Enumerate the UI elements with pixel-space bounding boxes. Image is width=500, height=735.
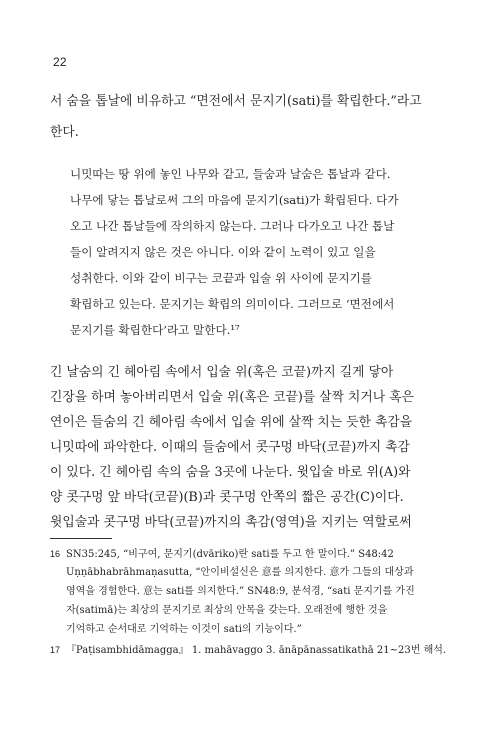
footnote-16 [50, 547, 460, 562]
quote-line: 나무에 닿는 톱날로써 그의 마음에 문지기(sati)가 확립된다. 다가 [70, 193, 399, 207]
footnote-divider [50, 538, 112, 539]
text-line: 윗입술과 콧구멍 바닥(코끝)까지의 촉감(영역)을 지키는 역할로써 [50, 515, 412, 530]
text-line: 서 숨을 톱날에 비유하고 “면전에서 문지기(sati)를 확립한다.”라고 [50, 94, 422, 109]
footnote-17 [50, 643, 460, 658]
text-line: 양 콧구멍 앞 바닥(코끝)(B)과 콧구멍 안쪽의 짧은 공간(C)이다. [50, 490, 404, 505]
quote-line: 확립하고 있는다. 문지기는 확립의 의미이다. 그러므로 ‘면전에서 [70, 297, 395, 311]
footnote-text: Uṇṇābhabrāhmaṇasutta, “안이비설신은 意를 의지한다. 意가 그들의 대상과 [66, 567, 414, 578]
footnote-line [50, 604, 460, 618]
footnote-number: 17 [50, 645, 61, 655]
quote-line: 문지기를 확립한다’라고 말한다.¹⁷ [70, 323, 240, 337]
footnote-number: 16 [50, 549, 61, 559]
footnote-text: 영역을 경험한다. 意는 sati를 의지한다.” SN48:9, 분석경, “sati 문지기를 가진 [66, 586, 415, 597]
footnote-line [50, 566, 460, 580]
quote-line: 오고 나간 톱날들에 작의하지 않는다. 그러나 다가오고 나간 톱날 [70, 219, 395, 233]
footnote-line [50, 623, 460, 637]
text-line: 한다. [50, 125, 79, 140]
page-number: 22 [53, 55, 67, 69]
footnote-line [50, 585, 460, 599]
quote-line: 들이 알려지지 않은 것은 아니다. 이와 같이 노력이 있고 일을 [70, 245, 376, 259]
footnote-text: 『Paṭisambhidāmagga』 1. mahāvaggo 3. ānāpānassatikathā 21~23번 해석. [66, 645, 447, 656]
text-line: 연이은 들숨의 긴 헤아림 속에서 입술 위에 살짝 치는 듯한 촉감을 [50, 415, 413, 430]
text-line: 긴 날숨의 긴 헤아림 속에서 입술 위(혹은 코끝)까지 길게 닿아 [50, 365, 394, 380]
text-line: 긴장을 하며 놓아버리면서 입술 위(혹은 코끝)를 살짝 치거나 혹은 [50, 390, 414, 405]
text-line: 이 있다. 긴 헤아림 속의 숨을 3곳에 나눈다. 윗입술 바로 위(A)와 [50, 465, 411, 480]
quote-line: 성취한다. 이와 같이 비구는 코끝과 입술 위 사이에 문지기를 [70, 271, 372, 285]
footnote-text: 자(satimā)는 최상의 문지기로 최상의 안목을 갖는다. 오래전에 행한 것을 [66, 605, 388, 616]
footnote-text: SN35:245, “비구여, 문지기(dvāriko)란 sati를 두고 한 말이다.” S48:42 [66, 549, 394, 560]
quote-line: 니밋따는 땅 위에 놓인 나무와 같고, 들숨과 날숨은 톱날과 같다. [70, 167, 391, 181]
footnote-text: 기억하고 순서대로 기억하는 이것이 sati의 기능이다.” [66, 624, 302, 635]
text-line: 니밋따에 파악한다. 이때의 들숨에서 콧구멍 바닥(코끝)까지 촉감 [50, 440, 410, 455]
